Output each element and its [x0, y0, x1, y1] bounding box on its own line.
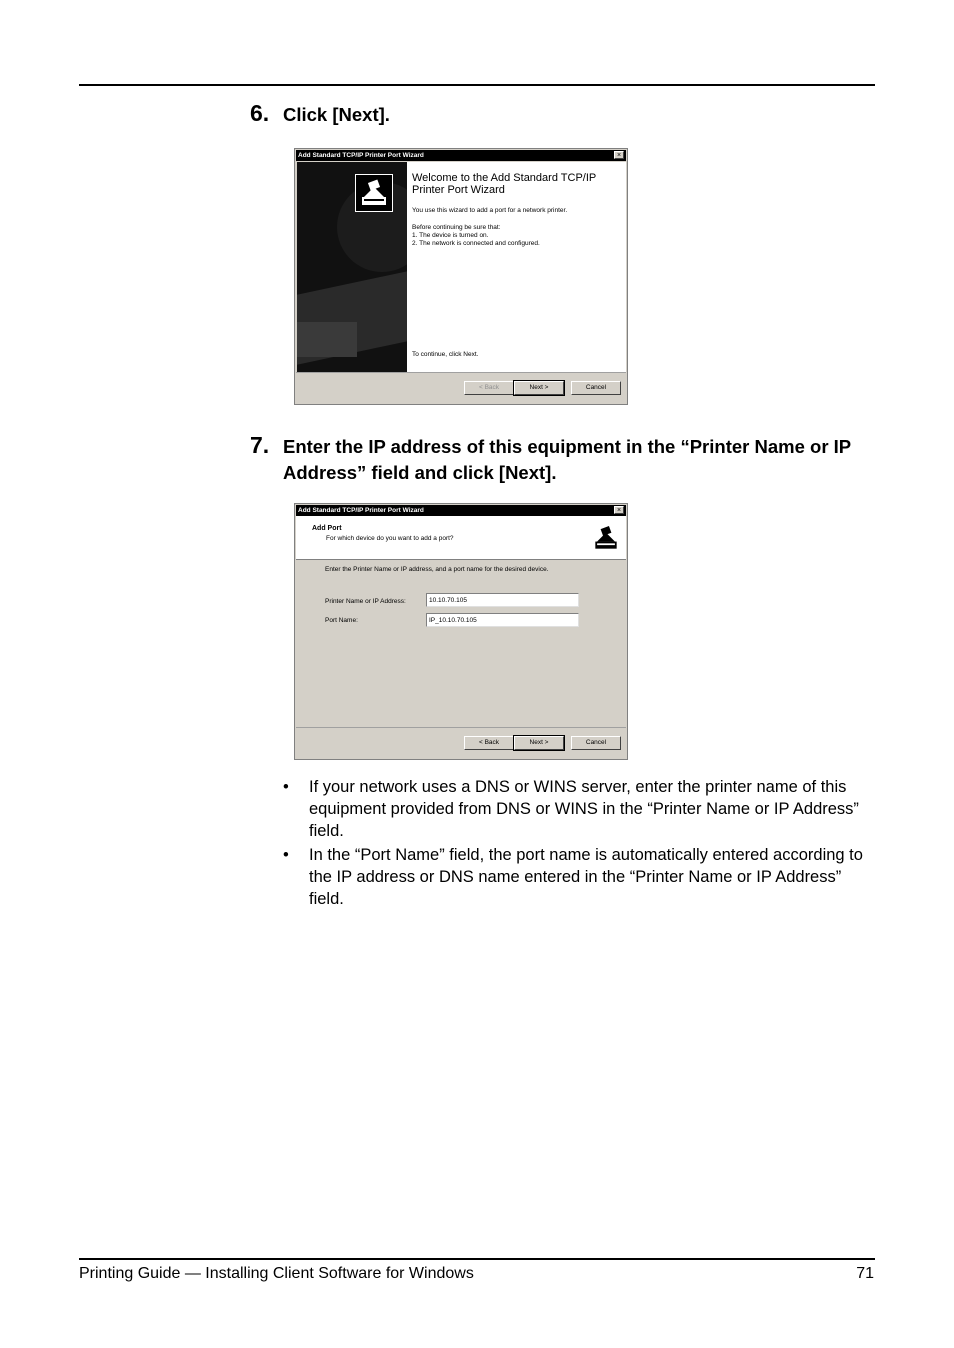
bullet-text: In the “Port Name” field, the port name is automatically entered according to the IP address or DNS name entered in the “Printer Name or IP Address” field. [309, 846, 863, 908]
cancel-button[interactable]: Cancel [571, 381, 621, 395]
dialog-title: Add Standard TCP/IP Printer Port Wizard [298, 507, 424, 514]
header-rule [79, 84, 875, 86]
printer-icon [355, 174, 393, 212]
wizard-side-banner [297, 162, 407, 372]
list-item [283, 844, 878, 910]
step-7-text: Enter the IP address of this equipment in the “Printer Name or IP Address” field and click [Next]. [283, 436, 851, 483]
footer-title: Printing Guide — Installing Client Software for Windows [79, 1265, 474, 1282]
step-6-text: Click [Next]. [283, 104, 390, 125]
wizard-heading: Welcome to the Add Standard TCP/IP Printer Port Wizard [412, 172, 597, 196]
bullet-text: If your network uses a DNS or WINS server, enter the printer name of this equipment provided from DNS or WINS in the “Printer Name or IP Address” field. [309, 778, 859, 840]
list-item [283, 776, 878, 842]
notes-list [283, 776, 878, 912]
wizard-item-1: 1. The device is turned on. [412, 232, 489, 239]
printer-icon [589, 521, 623, 555]
add-port-title: Add Port [312, 525, 342, 532]
wizard-item-2: 2. The network is connected and configured. [412, 240, 540, 247]
wizard-before: Before continuing be sure that: [412, 224, 501, 231]
step-6-number: 6. [250, 100, 270, 126]
bullet-symbol: • [283, 846, 289, 864]
footer-rule [79, 1258, 875, 1260]
back-button[interactable]: < Back [464, 736, 514, 750]
wizard-intro: You use this wizard to add a port for a network printer. [412, 207, 568, 214]
welcome-wizard-dialog [294, 148, 628, 405]
port-name-label: Port Name: [325, 617, 358, 624]
wizard-header [296, 516, 626, 560]
wizard-continue: To continue, click Next. [412, 351, 479, 358]
printer-name-label: Printer Name or IP Address: [325, 598, 406, 605]
close-button[interactable]: × [614, 506, 624, 514]
printer-name-input[interactable] [426, 593, 579, 607]
page-number: 71 [856, 1265, 874, 1282]
next-button[interactable]: Next > [514, 381, 564, 395]
next-button[interactable]: Next > [514, 736, 564, 750]
add-port-dialog [294, 503, 628, 760]
dialog-titlebar [296, 505, 626, 516]
back-button[interactable]: < Back [464, 381, 514, 395]
dialog-titlebar [296, 150, 626, 161]
dialog-title: Add Standard TCP/IP Printer Port Wizard [298, 152, 424, 159]
cancel-button[interactable]: Cancel [571, 736, 621, 750]
add-port-subtitle: For which device do you want to add a port? [326, 535, 454, 542]
footer-separator [296, 727, 626, 728]
port-instruction: Enter the Printer Name or IP address, and a port name for the desired device. [325, 566, 549, 573]
close-button[interactable]: × [614, 151, 624, 159]
port-name-input[interactable] [426, 613, 579, 627]
wizard-content [407, 162, 626, 372]
bullet-symbol: • [283, 778, 289, 796]
step-7-number: 7. [250, 432, 270, 458]
